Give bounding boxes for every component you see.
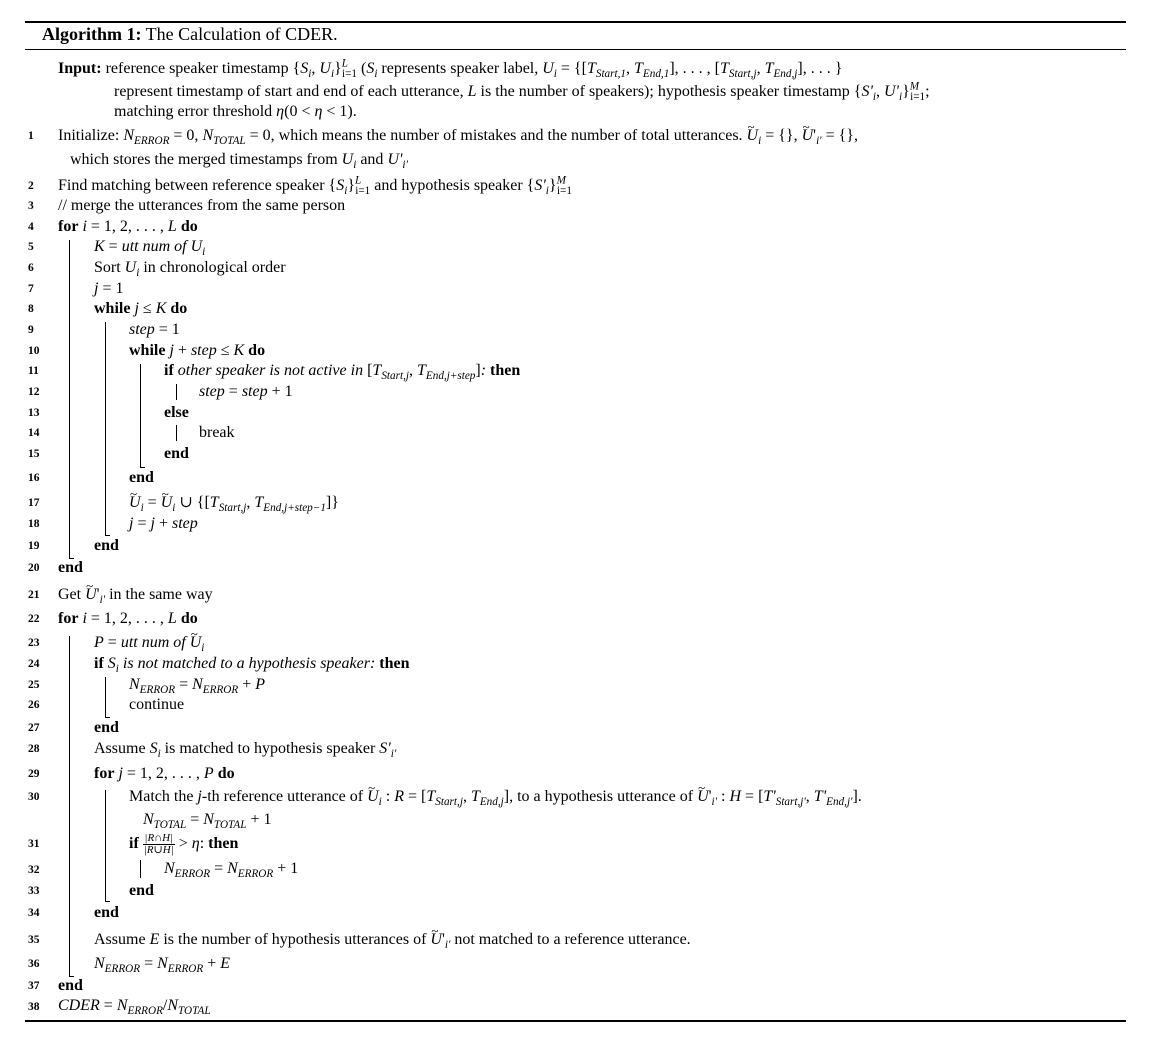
- line-17: ~ $U_i$ = ~ $U_i$ ∪ {[$T_{Start,j}$, $T_{End,j+step-1}$]}: [129, 494, 339, 512]
- line-number: 14: [28, 427, 40, 439]
- line-11: if other speaker is not active in [$T_{Start,j}$, $T_{End,j+step}$]: then: [164, 362, 521, 383]
- input-line-3: matching error threshold η(0 < η < 1).: [114, 103, 357, 120]
- line-number: 8: [28, 303, 34, 315]
- line-number: 27: [28, 722, 40, 734]
- line-number: 9: [28, 324, 34, 336]
- line-number: 12: [28, 386, 40, 398]
- for-block-hook-1: [69, 558, 74, 559]
- algorithm-label: Algorithm 1:: [42, 24, 142, 44]
- line-24: if $S_i$ is not matched to a hypothesis speaker: then: [94, 655, 410, 676]
- line-10: while j + step ≤ K do: [129, 342, 266, 359]
- line-30-cont: $N_{TOTAL} = N_{TOTAL} + 1$: [143, 811, 272, 832]
- line-4: for i = 1, 2, . . . , L do: [58, 218, 198, 235]
- if-then-bar: [176, 384, 177, 400]
- for-block-hook-2: [69, 976, 74, 977]
- input-label: Input:: [58, 60, 102, 77]
- line-22: for i = 1, 2, . . . , L do: [58, 610, 198, 627]
- line-5: K = utt num of $U_i$: [94, 238, 206, 259]
- line-number: 34: [28, 907, 40, 919]
- line-number: 23: [28, 637, 40, 649]
- line-6: Sort $U_i$ in chronological order: [94, 259, 286, 280]
- line-15: end: [164, 445, 189, 462]
- line-31: if $\frac{|R\cap H|}{|R\cup H|}$ > η: then: [129, 831, 239, 856]
- line-36: $N_{ERROR} = N_{ERROR} + E$: [94, 955, 231, 976]
- algorithm-name: The Calculation of CDER.: [145, 24, 338, 44]
- line-number: 37: [28, 980, 40, 992]
- line-number: 26: [28, 699, 40, 711]
- line-number: 13: [28, 407, 40, 419]
- line-number: 35: [28, 934, 40, 946]
- else-bar: [176, 425, 177, 441]
- line-38: CDER = $N_{ERROR}/N_{TOTAL}$: [58, 997, 211, 1018]
- algorithm-title: [42, 24, 338, 45]
- line-number: 17: [28, 497, 40, 509]
- line-number: 16: [28, 472, 40, 484]
- line-number: 20: [28, 562, 40, 574]
- inner-while-bar: [140, 364, 141, 467]
- line-1: Initialize: $N_{ERROR} = 0$, $N_{TOTAL} = 0$, which means the number of mistakes and the number of total utterances. ~ $U_i$ = {}, ~ $U'_{i'}$ = {},: [58, 127, 858, 145]
- line-number: 11: [28, 365, 39, 377]
- line-14: break: [199, 424, 235, 441]
- line-21: Get ~ $U'_{i'}$ in the same way: [58, 586, 213, 604]
- line-9: step = 1: [129, 321, 180, 338]
- line-35: Assume E is the number of hypothesis utterances of ~ $U'_{i'}$ not matched to a reference utterance.: [94, 931, 691, 949]
- line-number: 10: [28, 345, 40, 357]
- line-7: j = 1: [94, 280, 124, 297]
- line-12: step = step + 1: [199, 383, 293, 400]
- line-number: 25: [28, 679, 40, 691]
- line-number: 30: [28, 791, 40, 803]
- line-3: // merge the utterances from the same person: [58, 197, 346, 214]
- for-j-hook: [105, 901, 110, 902]
- top-rule: [25, 21, 1126, 23]
- line-13: else: [164, 404, 189, 421]
- line-20: end: [58, 559, 83, 576]
- line-2: Find matching between reference speaker $\{S_i\}^L_{i=1}$ and hypothesis speaker $\{S'_i\}^M_{i=1}$: [58, 174, 572, 198]
- while-block-bar: [105, 322, 106, 535]
- line-33: end: [129, 882, 154, 899]
- line-18: j = j + step: [129, 515, 198, 532]
- line-26: continue: [129, 696, 185, 713]
- line-number: 36: [28, 958, 40, 970]
- if-block-bar: [105, 677, 106, 717]
- line-number: 29: [28, 768, 40, 780]
- line-number: 3: [28, 200, 34, 212]
- line-number: 32: [28, 864, 40, 876]
- line-number: 28: [28, 743, 40, 755]
- line-number: 2: [28, 180, 34, 192]
- line-number: 24: [28, 658, 40, 670]
- input-line-2: represent timestamp of start and end of each utterance, L is the number of speakers); hypothesis speaker timestamp {$S'_i$, $U'_i\}^M_{i=1}$;: [114, 80, 930, 104]
- line-34: end: [94, 904, 119, 921]
- line-number: 15: [28, 448, 40, 460]
- line-number: 21: [28, 589, 40, 601]
- line-25: $N_{ERROR} = N_{ERROR} + P$: [129, 676, 266, 697]
- line-8: while j ≤ K do: [94, 300, 188, 317]
- line-1-cont: which stores the merged timestamps from $U_i$ and $U'_{i'}$: [70, 151, 408, 172]
- line-number: 4: [28, 221, 34, 233]
- for-block-bar-2: [69, 636, 70, 976]
- line-number: 1: [28, 130, 34, 142]
- line-number: 31: [28, 838, 40, 850]
- line-number: 19: [28, 540, 40, 552]
- line-number: 7: [28, 283, 34, 295]
- line-27: end: [94, 719, 119, 736]
- line-29: for j = 1, 2, . . . , P do: [94, 765, 235, 782]
- line-28: Assume $S_i$ is matched to hypothesis speaker $S'_{i'}$: [94, 740, 397, 761]
- line-23: P = utt num of ~ $U_i$: [94, 634, 204, 652]
- line-32: $N_{ERROR} = N_{ERROR} + 1$: [164, 860, 299, 881]
- line-19: end: [94, 537, 119, 554]
- input-line-1: [58, 57, 843, 81]
- line-number: 22: [28, 613, 40, 625]
- line-number: 18: [28, 518, 40, 530]
- if-eta-bar: [140, 860, 141, 878]
- line-number: 6: [28, 262, 34, 274]
- line-37: end: [58, 977, 83, 994]
- for-j-bar: [105, 790, 106, 901]
- line-number: 5: [28, 241, 34, 253]
- line-number: 33: [28, 885, 40, 897]
- bottom-rule: [25, 1020, 1126, 1022]
- line-16: end: [129, 469, 154, 486]
- while-block-hook: [105, 535, 110, 536]
- input-text-1: reference speaker timestamp {$S_i$, $U_i\}^L_{i=1}$ ($S_i$ represents speaker label, $U_i = \{[T_{Start,1}$, $T_{End,1}$], . . . , [$T_{Start,j}$, $T_{End,j}$], . . . }: [105, 57, 843, 81]
- line-number: 38: [28, 1001, 40, 1013]
- title-rule: [25, 49, 1126, 50]
- if-block-hook: [105, 717, 110, 718]
- inner-while-hook: [140, 467, 145, 468]
- for-block-bar-1: [69, 240, 70, 558]
- line-30: Match the j-th reference utterance of ~ $U_i$ : $R = [T_{Start,j}$, $T_{End,j}$], to a hypothesis utterance of ~ $U'_{i'}$ : $H = [T'_{Start,j'}$, $T'_{End,j'}$].: [129, 788, 862, 806]
